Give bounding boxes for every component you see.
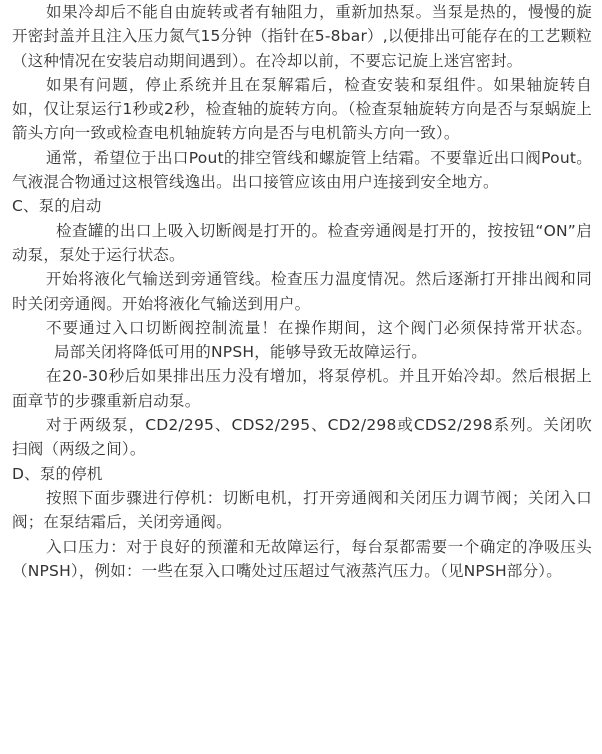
paragraph-restart-procedure: 在20-30秒后如果排出压力没有增加，将泵停机。并且开始冷却。然后根据上面章节的步骤重新启动泵。: [12, 367, 592, 410]
paragraph-start-delivery: 开始将液化气输送到旁通管线。检查压力温度情况。然后逐渐打开排出阀和同时关闭旁通阀。开始将液化气输送到用户。: [12, 270, 592, 313]
inlet-valve-warning-text: 不要通过入口切断阀控制流量！在操作期间，这个阀门必须保持常开状态。: [46, 318, 592, 337]
paragraph-two-stage-pump: 对于两级泵，CD2/295、CDS2/295、CD2/298或CDS2/298系列。关闭吹扫阀（两级之间）。: [12, 416, 592, 459]
paragraph-reheat-pump: 如果冷却后不能自由旋转或者有轴阻力，重新加热泵。当泵是热的，慢慢的旋开密封盖并且注入压力氮气15分钟（指针在5-8bar）,以便排出可能存在的工艺颗粒（这种情况在安装启动期间遇到）。在冷却以前，不要忘记旋上迷宫密封。: [12, 3, 592, 70]
document-body: [12, 0, 592, 583]
paragraph-inlet-valve-warning: [12, 316, 592, 365]
paragraph-inlet-pressure: 入口压力：对于良好的预灌和无故障运行，每台泵都需要一个确定的净吸压头（NPSH），例如：一些在泵入口嘴处过压超过气液蒸汽压力。（见NPSH部分）。: [12, 537, 592, 580]
paragraph-outlet-frost: 通常，希望位于出口Pout的排空管线和螺旋管上结霜。不要靠近出口阀Pout。气液混合物通过这根管线逸出。出口接管应该由用户连接到安全地方。: [12, 148, 592, 192]
paragraph-check-installation: 如果有问题，停止系统并且在泵解霜后，检查安装和泵组件。如果轴旋转自如，仅让泵运行1秒或2秒，检查轴的旋转方向。（检查泵轴旋转方向是否与泵蜗旋上箭头方向一致或检查电机轴旋转方向是否与电机箭头方向一致）。: [12, 75, 592, 143]
paragraph-start-check-valves: 检查罐的出口上吸入切断阀是打开的。检查旁通阀是打开的，按按钮“ON”启动泵，泵处于运行状态。: [12, 221, 592, 264]
npsh-warning-text: 局部关闭将降低可用的NPSH，能够导致无故障运行。: [54, 343, 427, 362]
section-heading-pump-start: C、泵的启动: [12, 197, 102, 216]
section-heading-pump-stop: D、泵的停机: [12, 464, 103, 483]
paragraph-stop-procedure: 按照下面步骤进行停机：切断电机，打开旁通阀和关闭压力调节阀；关闭入口阀；在泵结霜后，关闭旁通阀。: [12, 488, 592, 532]
